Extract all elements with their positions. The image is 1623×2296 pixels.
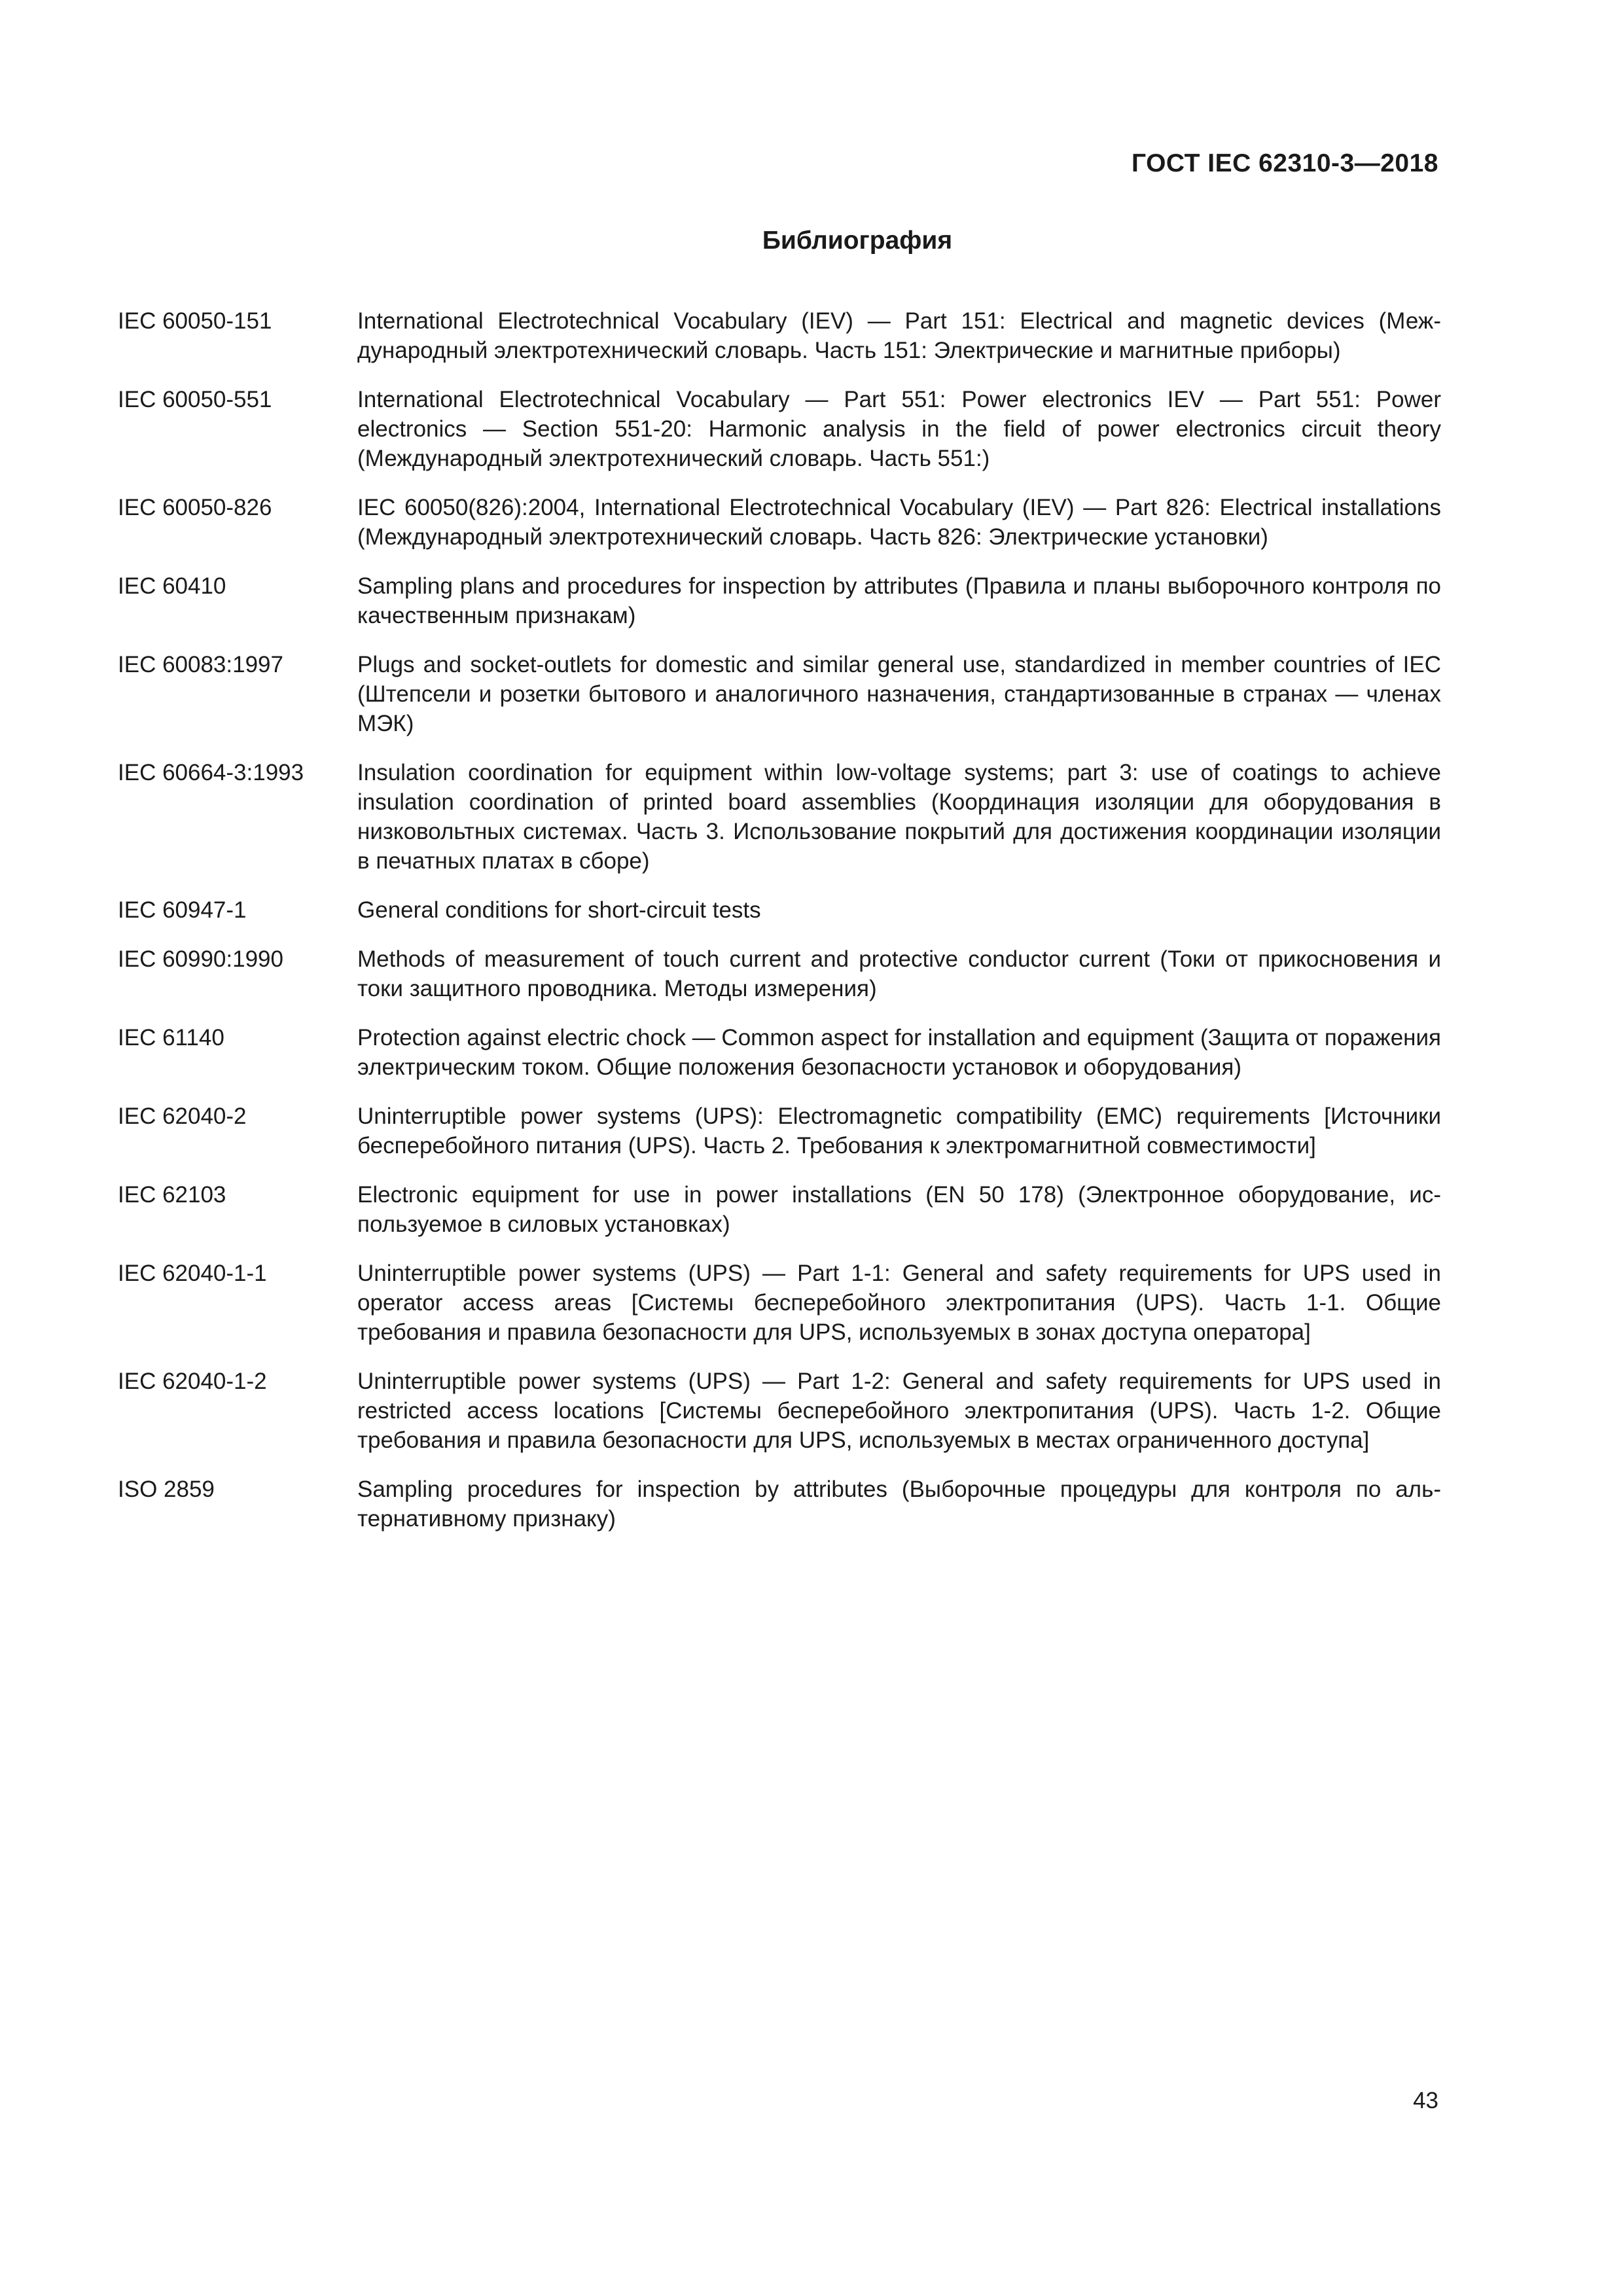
- reference-description: Insulation coordination for equipment within low-voltage systems; part 3: use of coatings to achieve insulation coordination of printed board assemblies (Координация изоляции для оборудования в низковольтных системах. Часть 3. Использование покрытий для достижения координации изоляции в печатных платах в сборе): [357, 760, 1441, 874]
- reference-description: International Electrotechnical Vocabulary (IEV) — Part 151: Electrical and magnetic devices (Международный электротехнический словарь. Часть 151: Электрические и магнитные приборы): [357, 308, 1441, 363]
- reference-code: IEC 62040-1-1: [118, 1261, 267, 1286]
- bibliography-entry: [118, 1367, 1441, 1455]
- reference-description: General conditions for short-circuit tests: [357, 897, 761, 923]
- reference-code: IEC 60083:1997: [118, 652, 283, 677]
- reference-description: Uninterruptible power systems (UPS) — Part 1-1: General and safety requirements for UPS used in operator access areas [Системы бесперебойного электропитания (UPS). Часть 1-1. Общие требования и правила безопасности для UPS, используемых в зонах доступа оператора]: [357, 1261, 1441, 1345]
- reference-description: IEC 60050(826):2004, International Electrotechnical Vocabulary (IEV) — Part 826: Electrical installations (Международный электротехнический словарь. Часть 826: Электрические установки): [357, 495, 1441, 550]
- reference-description: Sampling procedures for inspection by attributes (Выборочные процедуры для контроля по альтернативному признаку): [357, 1477, 1441, 1532]
- bibliography-entry: [118, 895, 1441, 925]
- reference-description: Methods of measurement of touch current and protective conductor current (Токи от прикосновения и токи защитного проводника. Методы измерения): [357, 946, 1441, 1001]
- bibliography-entry: [118, 758, 1441, 876]
- bibliography-list: [118, 306, 1441, 1553]
- reference-code: IEC 62103: [118, 1182, 226, 1208]
- reference-code: IEC 60947-1: [118, 897, 247, 923]
- bibliography-entry: [118, 571, 1441, 630]
- reference-code: ISO 2859: [118, 1477, 215, 1502]
- reference-description: Protection against electric chock — Common aspect for installation and equipment (Защита от поражения электрическим током. Общие положения безопасности установок и оборудования): [357, 1025, 1441, 1080]
- bibliography-entry: [118, 1023, 1441, 1082]
- reference-code: IEC 61140: [118, 1025, 224, 1050]
- bibliography-entry: [118, 385, 1441, 473]
- reference-description: Plugs and socket-outlets for domestic and similar general use, standardized in member countries of IEC (Штепсели и розетки бытового и аналогичного назначения, стандартизованные в странах — членах МЭК): [357, 652, 1441, 736]
- reference-description: International Electrotechnical Vocabulary — Part 551: Power electronics IEV — Part 551: Power electronics — Section 551-20: Harmonic analysis in the field of power electronics circuit theory (Международный электротехнический словарь. Часть 551:): [357, 387, 1441, 471]
- reference-code: IEC 62040-2: [118, 1103, 247, 1129]
- reference-code: IEC 62040-1-2: [118, 1369, 267, 1394]
- document-standard-id: ГОСТ IEC 62310-3—2018: [1131, 149, 1438, 177]
- reference-code: IEC 60990:1990: [118, 946, 283, 972]
- bibliography-entry: [118, 944, 1441, 1003]
- page-number: 43: [1413, 2088, 1438, 2113]
- bibliography-entry: [118, 1475, 1441, 1534]
- bibliography-entry: [118, 1102, 1441, 1160]
- reference-code: IEC 60410: [118, 573, 226, 599]
- reference-code: IEC 60050-151: [118, 308, 272, 334]
- bibliography-entry: [118, 650, 1441, 738]
- reference-description: Electronic equipment for use in power installations (EN 50 178) (Электронное оборудование, используемое в силовых установках): [357, 1182, 1441, 1237]
- reference-code: IEC 60050-551: [118, 387, 272, 412]
- reference-description: Uninterruptible power systems (UPS): Electromagnetic compatibility (EMC) requirements [Источники бесперебойного питания (UPS). Часть 2. Требования к электромагнитной совместимости]: [357, 1103, 1441, 1158]
- reference-description: Uninterruptible power systems (UPS) — Part 1-2: General and safety requirements for UPS used in restricted access locations [Системы бесперебойного электропитания (UPS). Часть 1-2. Общие требования и правила безопасности для UPS, используемых в местах ограниченного доступа]: [357, 1369, 1441, 1453]
- reference-code: IEC 60664-3:1993: [118, 760, 304, 785]
- bibliography-entry: [118, 493, 1441, 552]
- bibliography-entry: [118, 1180, 1441, 1239]
- bibliography-entry: [118, 1259, 1441, 1347]
- reference-code: IEC 60050-826: [118, 495, 272, 520]
- bibliography-entry: [118, 306, 1441, 365]
- page-title: Библиография: [762, 226, 953, 255]
- reference-description: Sampling plans and procedures for inspection by attributes (Правила и планы выборочного контроля по качественным признакам): [357, 573, 1441, 628]
